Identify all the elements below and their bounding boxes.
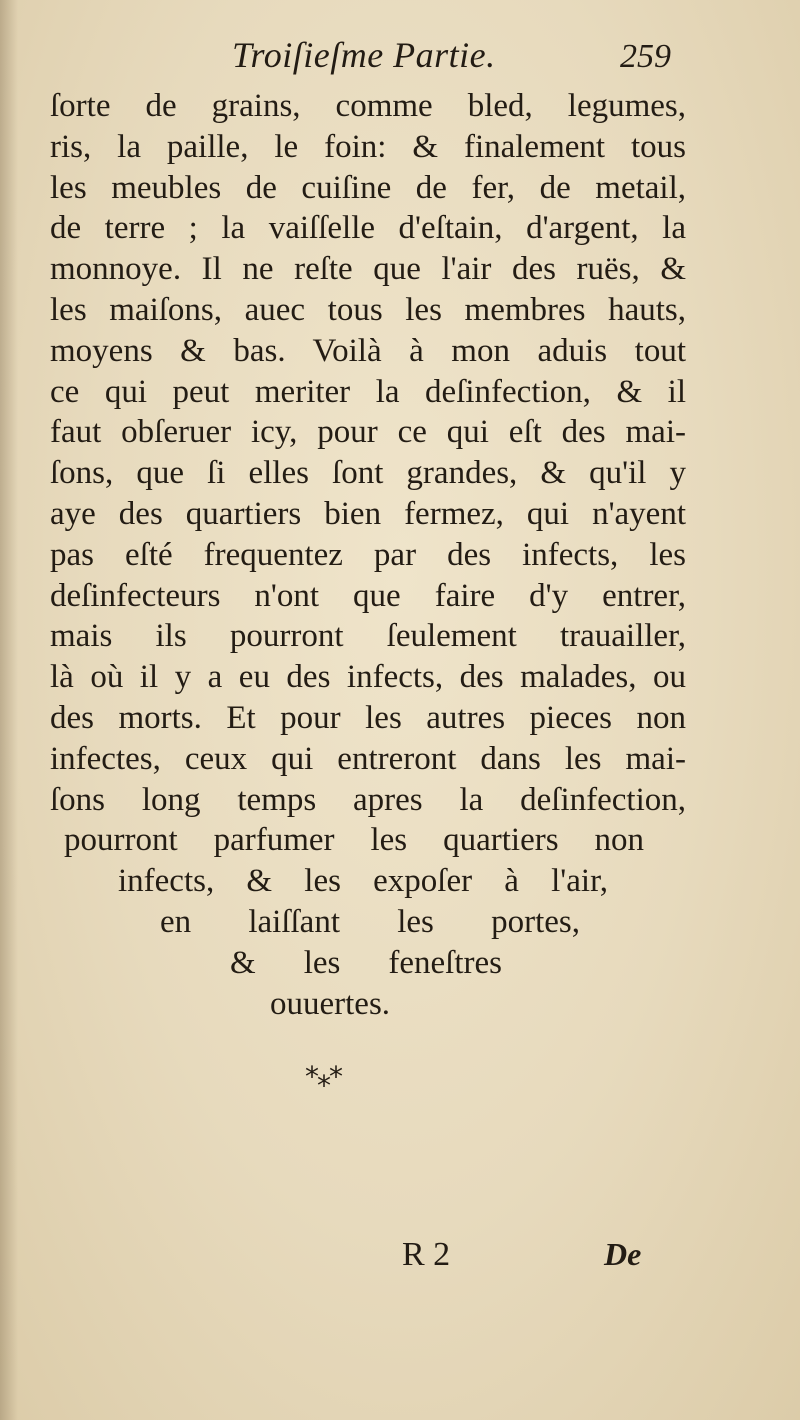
text-line: de terre ; la vaiſſelle d'eſtain, d'argent, la <box>50 210 686 247</box>
text-line: pas eſté frequentez par des infects, les <box>50 536 686 573</box>
text-line: aye des quartiers bien fermez, qui n'ayent <box>50 495 686 532</box>
text-line: en laiſſant les portes, <box>160 903 580 940</box>
asterism-ornament: *⁎* <box>305 1060 341 1093</box>
text-line: & les feneſtres <box>230 944 502 981</box>
text-line: pourront parfumer les quartiers non <box>64 822 644 859</box>
text-line: monnoye. Il ne reſte que l'air des ruës, & <box>50 251 686 288</box>
text-line: ris, la paille, le foin: & finalement tous <box>50 128 686 165</box>
catchword: De <box>604 1236 642 1272</box>
text-line: les maiſons, auec tous les membres hauts, <box>50 291 686 328</box>
text-line: des morts. Et pour les autres pieces non <box>50 699 686 736</box>
text-line: ouuertes. <box>270 985 391 1022</box>
running-head: Troiſieſme Partie. <box>232 35 496 75</box>
text-line: ſons long temps apres la deſinfection, <box>50 781 686 818</box>
text-line: infects, & les expoſer à l'air, <box>118 863 608 900</box>
text-line: infectes, ceux qui entreront dans les mai- <box>50 740 686 777</box>
text-line: mais ils pourront ſeulement trauailler, <box>50 618 686 655</box>
text-line: faut obſeruer icy, pour ce qui eſt des mai- <box>50 414 686 451</box>
text-line: les meubles de cuiſine de fer, de metail, <box>50 169 686 206</box>
signature-mark: R 2 <box>402 1236 451 1273</box>
text-line: là où il y a eu des infects, des malades, ou <box>50 659 686 696</box>
text-line: ce qui peut meriter la deſinfection, & il <box>50 373 686 410</box>
body-text <box>50 86 690 1024</box>
text-line: ſons, que ſi elles ſont grandes, & qu'il y <box>50 455 686 492</box>
page-header <box>0 34 800 84</box>
text-line: deſinfecteurs n'ont que faire d'y entrer, <box>50 577 686 614</box>
gutter-shadow <box>0 0 18 1420</box>
page-number: 259 <box>620 38 671 75</box>
text-line: moyens & bas. Voilà à mon aduis tout <box>50 332 686 369</box>
text-line: ſorte de grains, comme bled, legumes, <box>50 88 686 124</box>
